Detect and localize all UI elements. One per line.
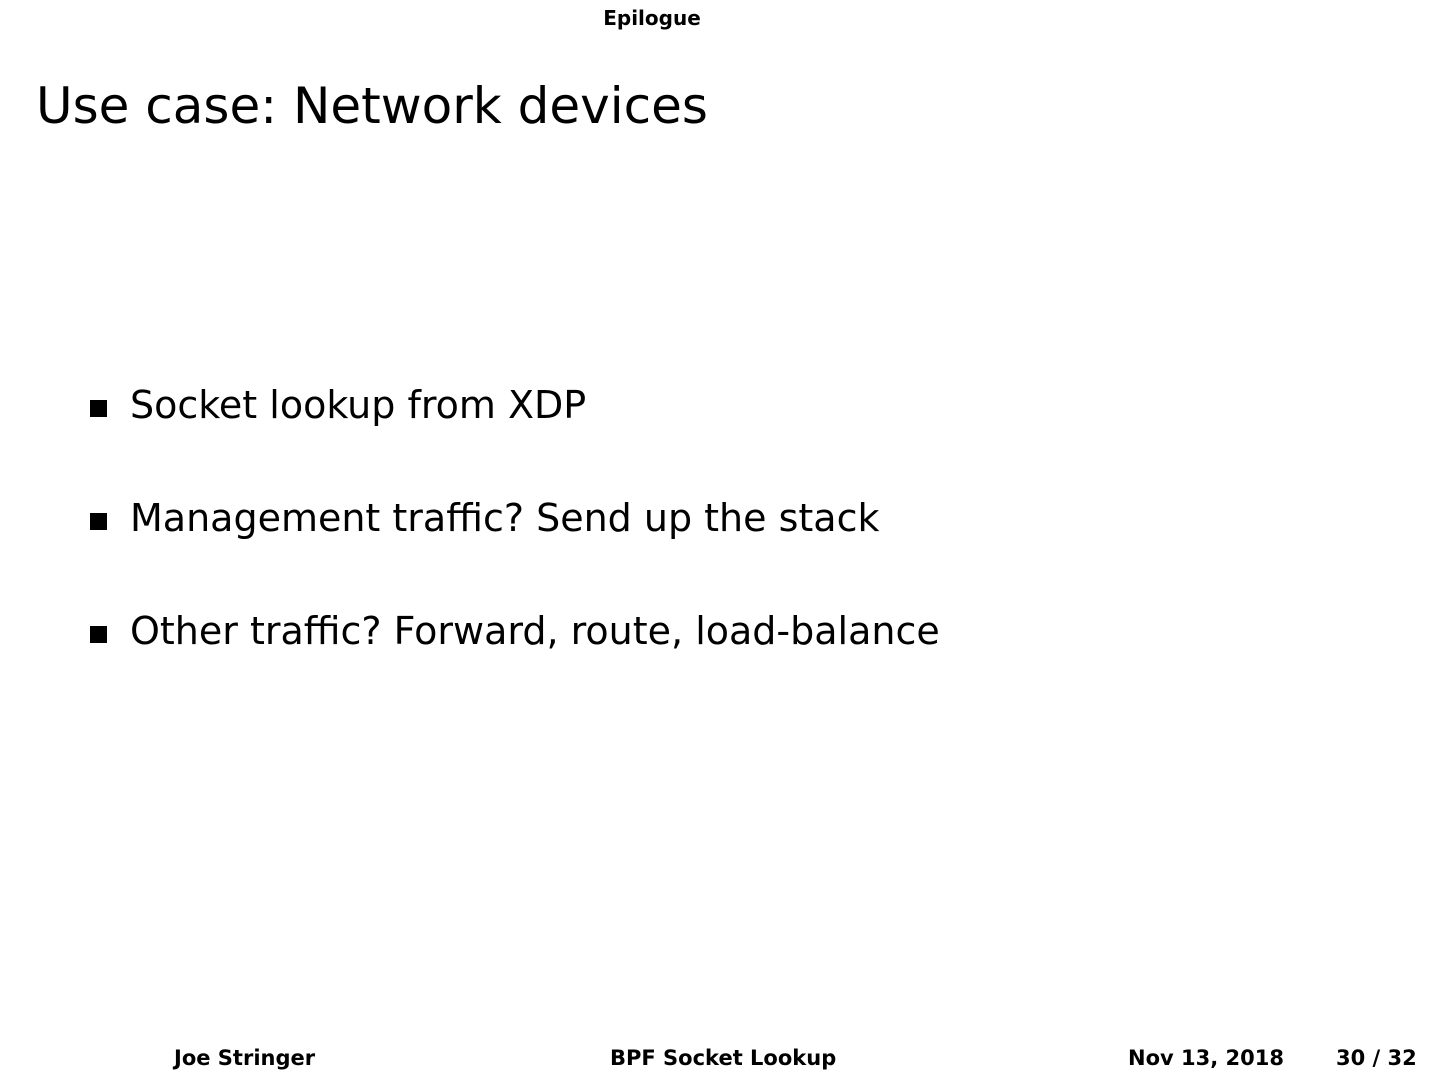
bullet-list [90,380,940,719]
footer-talk-title: BPF Socket Lookup [610,1046,837,1070]
bullet-text: Socket lookup from XDP [130,383,587,427]
footer-date: Nov 13, 2018 [1128,1046,1284,1070]
square-bullet-icon [90,626,107,643]
slide-title: Use case: Network devices [36,77,708,135]
bullet-item [90,493,940,543]
bullet-item [90,606,940,656]
bullet-item [90,380,940,430]
footer-author: Joe Stringer [174,1046,316,1070]
page-number: 30 / 32 [1336,1046,1417,1070]
square-bullet-icon [90,513,107,530]
bullet-text: Other traffic? Forward, route, load-balance [130,609,940,653]
section-header: Epilogue [603,6,701,30]
footer [0,1046,1440,1076]
bullet-text: Management traffic? Send up the stack [130,496,880,540]
square-bullet-icon [90,400,107,417]
